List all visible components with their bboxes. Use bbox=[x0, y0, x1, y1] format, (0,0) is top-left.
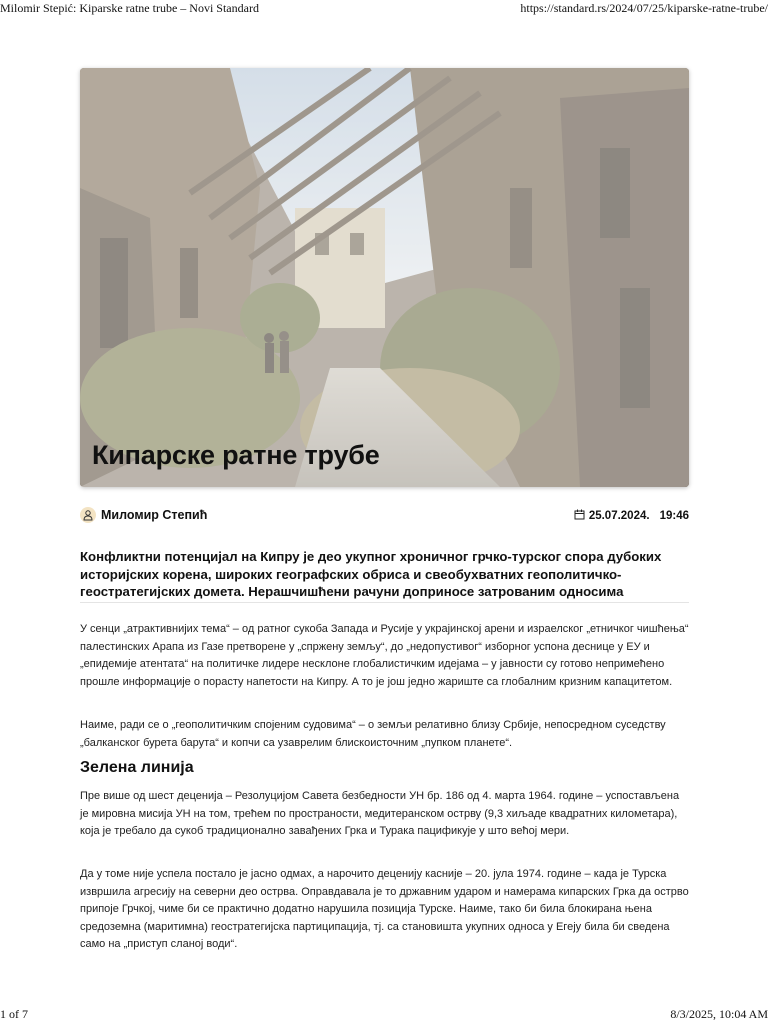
paragraph-1: У сенци „атрактивнијих тема“ – од ратног сукоба Запада и Русије у украјинској арени и израелског „етничког чишћења“ палестинских Арапа из Газе претворене у „спржену земљу“, до „недопустивог“ изборног успона деснице у ЕУ и „епидемије атентата“ на политичке лидере несклоне глобалистичким идејама – у јавности су готово непримећено прошле информације о порасту напетости на Кипру. А то је још једно жариште са глобалним кризним капацитетом. bbox=[80, 623, 689, 688]
article-title: Кипарске ратне трубе bbox=[92, 440, 380, 470]
author-name[interactable]: Миломир Степић bbox=[101, 508, 208, 522]
page-number: 1 of 7 bbox=[0, 1007, 28, 1021]
browser-page-title: Milomir Stepić: Kiparske ratne trube – Novi Standard bbox=[0, 1, 259, 15]
hero-image bbox=[80, 68, 689, 487]
date-value: 25.07.2024. bbox=[588, 510, 650, 522]
publish-date bbox=[574, 509, 689, 523]
time-value: 19:46 bbox=[659, 510, 689, 522]
browser-page-url: https://standard.rs/2024/07/25/kiparske-ratne-trube/ bbox=[520, 1, 768, 15]
print-datetime: 8/3/2025, 10:04 AM bbox=[670, 1007, 768, 1021]
user-icon bbox=[80, 507, 96, 523]
print-footer bbox=[0, 1008, 768, 1024]
author[interactable] bbox=[80, 507, 207, 523]
article-lead: Конфликтни потенцијал на Кипру је део укупног хроничног грчко-турског спора дубоких историјских корена, широких географских обриса и свеобухватних геополитичко-геостратегијских домета. Нерашчишћени рачуни доприносе затрованим односима bbox=[80, 548, 689, 603]
calendar-icon bbox=[574, 509, 585, 523]
paragraph-4: Да у томе није успела постало је јасно одмах, а нарочито деценију касније – 20. јула 1974. године – када је Турска извршила агресију на северни део острва. Оправдавала је то државним ударом и намерама кипарских Грка да острво припоје Грчкој, чиме би се практично додатно нарушила позиција Турске. Наиме, тако би била блокирана њена средоземна (маритимна) геостратегијска партиципација, тј. са становишта укупних односа у Егеју била би сведена само на „приступ сланој води“. bbox=[80, 868, 689, 950]
section-heading: Зелена линија bbox=[80, 759, 194, 776]
article-meta bbox=[80, 507, 689, 529]
paragraph-3: Пре више од шест деценија – Резолуцијом Савета безбедности УН бр. 186 од 4. марта 1964. године – успостављена је мировна мисија УН на том, трећем по пространости, медитеранском острву (9,3 хиљаде квадратних километара), која је требало да сукоб традиционално завађених Грка и Турака пацификује у што већој мери. bbox=[80, 790, 680, 837]
paragraph-2: Наиме, ради се о „геополитичким спојеним судовима“ – о земљи релативно близу Србије, непосредном суседству „балканског бурета барута“ и копчи са узаврелим блискоисточним „пупком планете“. bbox=[80, 719, 666, 749]
print-header bbox=[0, 0, 768, 16]
hero-photo bbox=[80, 68, 689, 487]
